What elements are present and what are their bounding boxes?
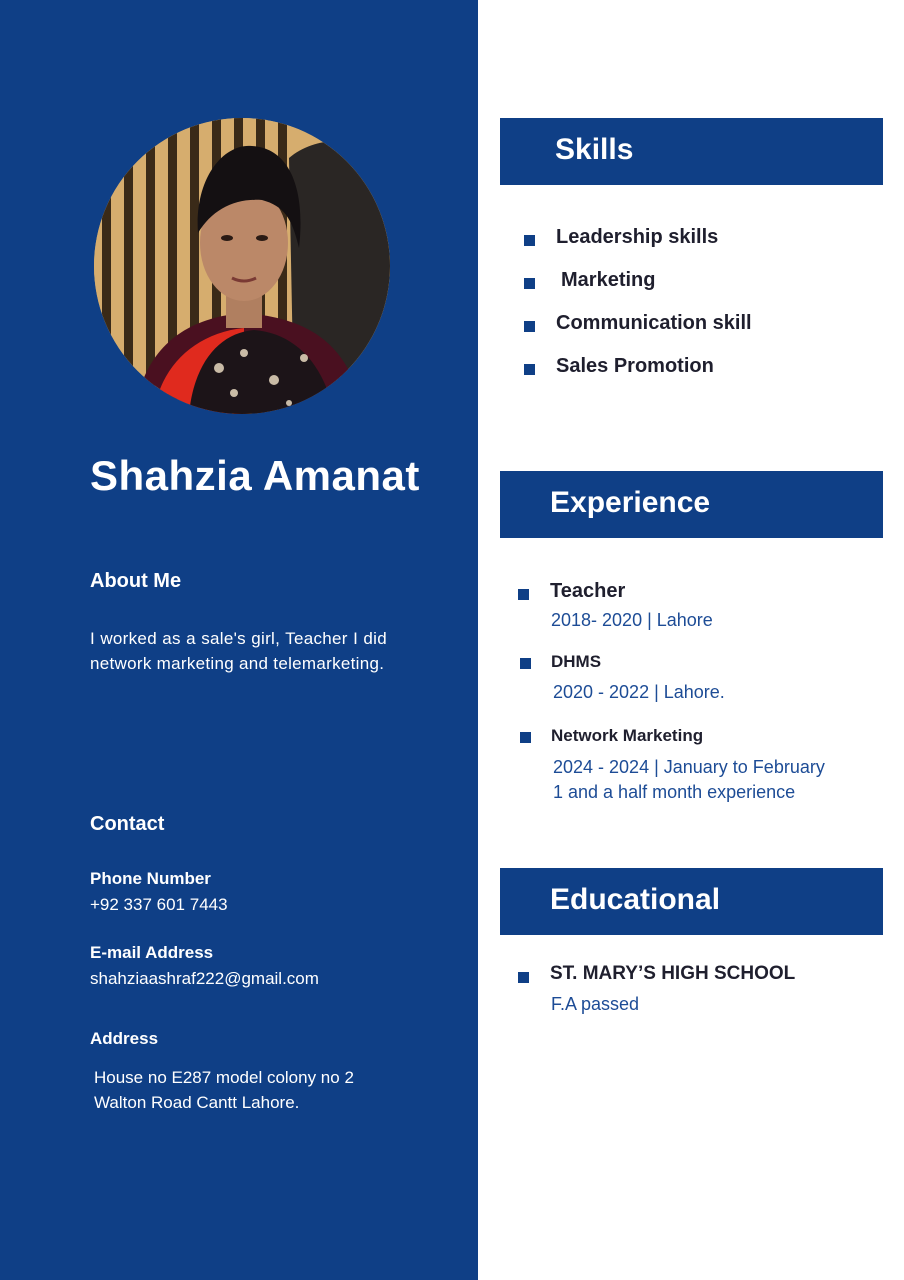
- experience-title: Network Marketing: [551, 726, 704, 745]
- bullet-icon: [524, 321, 535, 332]
- skills-header: [500, 118, 883, 185]
- about-text: I worked as a sale's girl, Teacher I did network marketing and telemarketing.: [90, 629, 387, 673]
- experience-title: Teacher: [550, 580, 626, 602]
- school-detail: F.A passed: [551, 994, 640, 1014]
- address-label: Address: [90, 1029, 159, 1048]
- bullet-icon: [520, 732, 531, 743]
- experience-detail: 2024 - 2024 | January to February 1 and a half month experience: [553, 757, 825, 802]
- experience-detail: 2020 - 2022 | Lahore.: [553, 682, 725, 702]
- phone-number: +92 337 601 7443: [90, 895, 228, 914]
- skill-item: Communication skill: [556, 312, 752, 334]
- experience-title: DHMS: [551, 652, 602, 671]
- skills-heading: Skills: [555, 133, 634, 166]
- education-header: [500, 868, 883, 935]
- experience-detail: 2018- 2020 | Lahore: [551, 610, 713, 630]
- bullet-icon: [524, 278, 535, 289]
- profile-photo: [94, 118, 390, 414]
- school-name: ST. MARY’S HIGH SCHOOL: [550, 963, 796, 984]
- phone-label: Phone Number: [90, 869, 211, 888]
- email-label: E-mail Address: [90, 943, 214, 962]
- education-heading: Educational: [550, 883, 721, 916]
- skill-item: Sales Promotion: [556, 355, 714, 377]
- bullet-icon: [524, 364, 535, 375]
- email-address: shahziaashraf222@gmail.com: [90, 969, 319, 988]
- skill-item: Leadership skills: [556, 226, 719, 248]
- about-heading: About Me: [90, 570, 182, 592]
- bullet-icon: [520, 658, 531, 669]
- contact-heading: Contact: [90, 813, 165, 835]
- bullet-icon: [518, 589, 529, 600]
- skill-item: Marketing: [561, 269, 656, 291]
- experience-heading: Experience: [550, 486, 711, 519]
- bullet-icon: [524, 235, 535, 246]
- profile-name: Shahzia Amanat: [90, 452, 420, 499]
- bullet-icon: [518, 972, 529, 983]
- address-value: House no E287 model colony no 2 Walton Road Cantt Lahore.: [94, 1068, 354, 1112]
- experience-header: [500, 471, 883, 538]
